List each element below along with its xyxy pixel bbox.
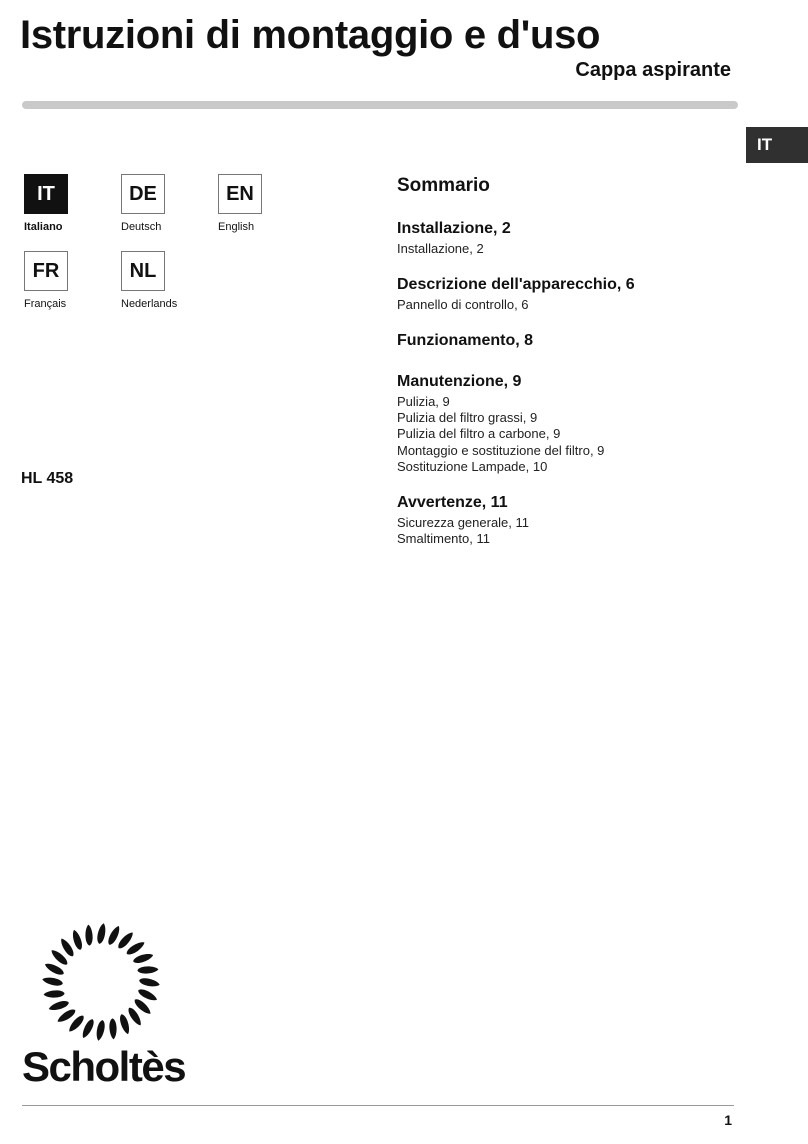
language-option-nl[interactable] [121,251,191,310]
toc-item[interactable]: Montaggio e sostituzione del filtro, 9 [397,442,605,458]
language-name: English [218,221,255,233]
sun-ray [42,976,64,987]
toc-section-title[interactable]: Installazione, 2 [397,220,511,237]
language-side-tab[interactable]: IT [746,127,808,163]
language-option-it[interactable] [24,174,94,233]
toc-section-title[interactable]: Funzionamento, 8 [397,332,533,349]
sun-ray [71,929,84,951]
language-name: Français [24,298,67,310]
model-number: HL 458 [21,470,74,487]
sun-ray [118,1013,131,1035]
language-code-box: IT [24,174,68,214]
language-name: Italiano [24,221,63,233]
sun-ray [109,1018,117,1039]
toc-item[interactable]: Pulizia del filtro grassi, 9 [397,410,538,426]
product-type: Cappa aspirante [575,59,731,81]
sun-ray [132,952,154,965]
sun-ray [43,990,64,998]
language-option-en[interactable] [218,174,288,233]
document-title: Istruzioni di montaggio e d'uso [20,13,601,57]
toc-item[interactable]: Pannello di controllo, 6 [397,297,529,312]
sun-ray [85,924,93,945]
page-number: 1 [724,1112,732,1128]
toc-item[interactable]: Smaltimento, 11 [397,531,490,547]
sun-ray [138,977,160,988]
toc-item[interactable]: Pulizia, 9 [397,394,450,409]
language-code-box: FR [24,251,68,291]
toc-section-funzionamento [397,331,533,353]
sun-ray [137,966,158,974]
toc-section-title[interactable]: Descrizione dell'apparecchio, 6 [397,276,635,293]
toc-heading: Sommario [397,175,490,196]
language-name: Nederlands [121,298,178,310]
toc-section-title[interactable]: Manutenzione, 9 [397,373,522,390]
language-name: Deutsch [121,221,162,233]
toc-section-manutenzione [397,372,604,475]
sun-ray [48,999,70,1012]
brand-name: Scholtès [22,1043,186,1090]
language-code-box: DE [121,174,165,214]
toc-item[interactable]: Sostituzione Lampade, 10 [397,458,548,474]
toc-item[interactable]: Sicurezza generale, 11 [397,515,530,530]
sun-ray [96,923,107,945]
language-option-de[interactable] [121,174,191,233]
sun-rays-icon [36,920,166,1044]
toc-section-avvertenze [397,493,529,547]
toc-item[interactable]: Installazione, 2 [397,241,484,256]
toc-item[interactable]: Pulizia del filtro a carbone, 9 [397,426,561,442]
language-code-box: EN [218,174,262,214]
toc-section-descrizione [397,275,635,313]
toc-section-installazione [397,219,511,257]
language-code-box: NL [121,251,165,291]
toc-section-title[interactable]: Avvertenze, 11 [397,494,508,511]
language-option-fr[interactable] [24,251,94,310]
brand-logo [22,920,184,1090]
footer-divider [22,1105,734,1106]
header-divider [22,101,738,109]
sun-ray [95,1019,106,1041]
